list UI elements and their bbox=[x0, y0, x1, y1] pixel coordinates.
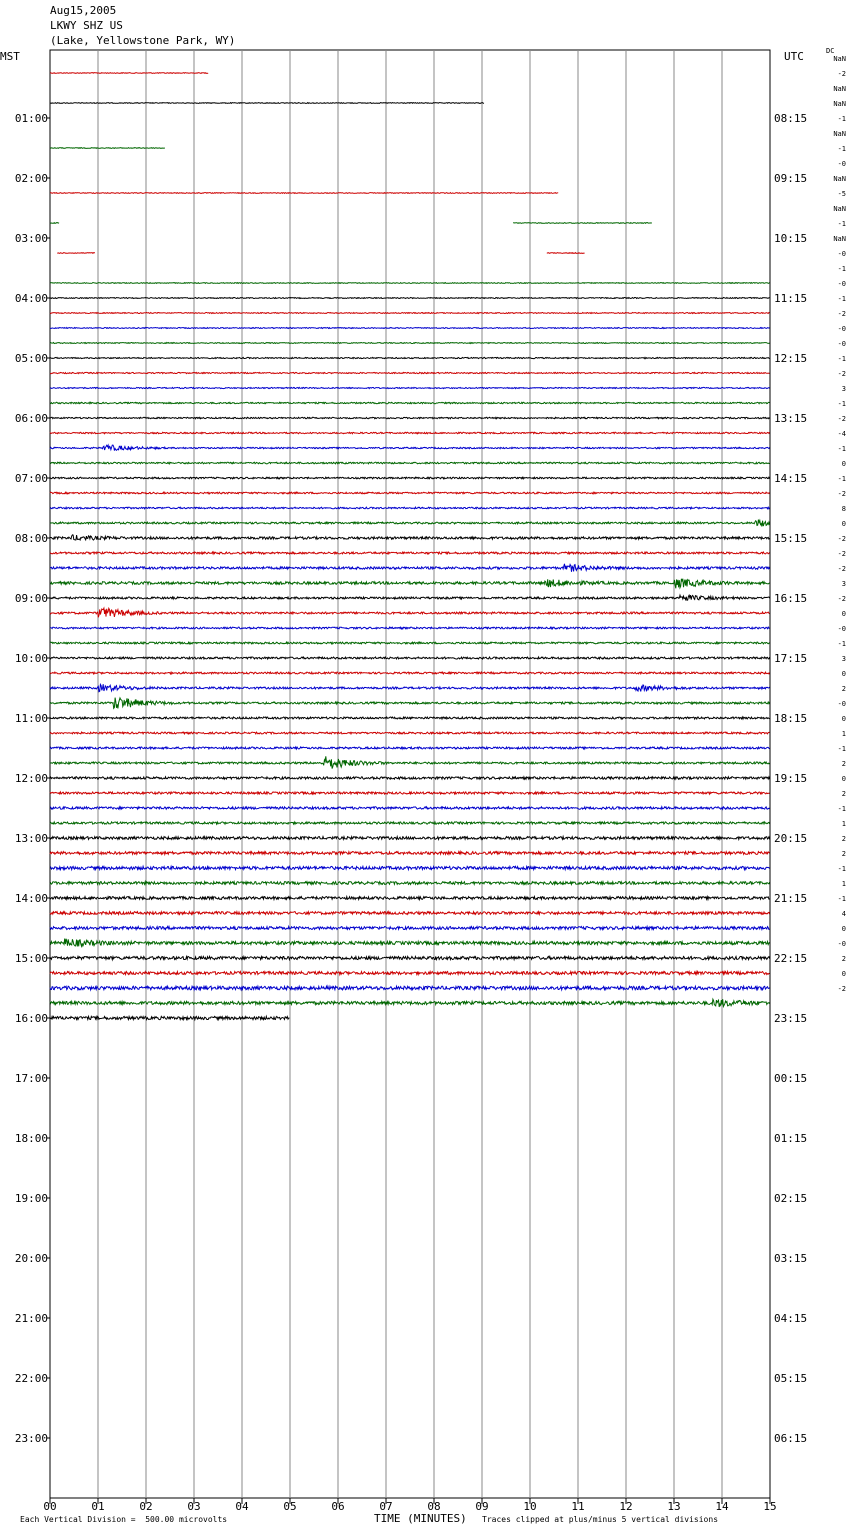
seismic-trace bbox=[50, 684, 770, 692]
seismic-trace bbox=[50, 837, 770, 840]
dc-offset-label: 1 bbox=[841, 880, 846, 888]
dc-offset-label: -1 bbox=[837, 805, 846, 813]
dc-offset-label: -4 bbox=[837, 430, 846, 438]
left-hour-label: 02:00 bbox=[14, 172, 48, 185]
x-tick-label: 11 bbox=[571, 1500, 585, 1513]
x-tick-label: 09 bbox=[475, 1500, 489, 1513]
seismic-trace bbox=[50, 357, 770, 358]
seismic-trace bbox=[50, 343, 770, 344]
dc-offset-label: -0 bbox=[837, 625, 846, 633]
left-hour-label: 20:00 bbox=[14, 1252, 48, 1265]
x-tick-label: 15 bbox=[763, 1500, 777, 1513]
right-hour-label: 13:15 bbox=[774, 412, 808, 425]
left-hour-label: 10:00 bbox=[14, 652, 48, 665]
dc-offset-label: -1 bbox=[837, 445, 846, 453]
seismic-trace bbox=[50, 564, 770, 572]
dc-offset-label: -1 bbox=[837, 295, 846, 303]
seismic-trace bbox=[50, 103, 484, 104]
seismic-trace bbox=[50, 193, 558, 194]
dc-label: DC bbox=[826, 47, 835, 55]
seismic-trace bbox=[50, 520, 770, 527]
dc-offset-label: 3 bbox=[841, 385, 846, 393]
dc-offset-label: -1 bbox=[837, 865, 846, 873]
seismic-trace bbox=[50, 477, 770, 479]
dc-offset-label: NaN bbox=[833, 235, 846, 243]
dc-offset-label: 2 bbox=[841, 760, 846, 768]
right-hour-label: 19:15 bbox=[774, 772, 808, 785]
left-hour-label: 16:00 bbox=[14, 1012, 48, 1025]
dc-offset-label: 2 bbox=[841, 685, 846, 693]
seismic-trace bbox=[50, 927, 770, 930]
dc-offset-label: -2 bbox=[837, 415, 846, 423]
seismic-trace bbox=[50, 552, 770, 554]
seismic-trace bbox=[547, 253, 585, 254]
left-hour-label: 11:00 bbox=[14, 712, 48, 725]
header-location: (Lake, Yellowstone Park, WY) bbox=[50, 34, 236, 47]
dc-offset-label: 3 bbox=[841, 655, 846, 663]
dc-offset-label: 0 bbox=[841, 715, 846, 723]
left-hour-label: 17:00 bbox=[14, 1072, 48, 1085]
right-hour-label: 17:15 bbox=[774, 652, 808, 665]
dc-offset-label: 8 bbox=[841, 505, 846, 513]
dc-offset-label: -1 bbox=[837, 145, 846, 153]
seismic-trace bbox=[50, 732, 770, 734]
seismic-trace bbox=[50, 777, 770, 779]
dc-offset-label: -2 bbox=[837, 310, 846, 318]
right-hour-label: 14:15 bbox=[774, 472, 808, 485]
seismic-trace bbox=[50, 747, 770, 749]
x-tick-label: 13 bbox=[667, 1500, 681, 1513]
seismic-trace bbox=[50, 445, 770, 451]
left-hour-label: 04:00 bbox=[14, 292, 48, 305]
dc-offset-label: -1 bbox=[837, 220, 846, 228]
dc-offset-label: NaN bbox=[833, 205, 846, 213]
right-hour-label: 21:15 bbox=[774, 892, 808, 905]
seismic-trace bbox=[50, 579, 770, 589]
dc-offset-label: 1 bbox=[841, 730, 846, 738]
left-hour-label: 03:00 bbox=[14, 232, 48, 245]
seismic-trace bbox=[50, 492, 770, 494]
x-tick-label: 08 bbox=[427, 1500, 441, 1513]
dc-offset-label: 2 bbox=[841, 790, 846, 798]
plot-frame bbox=[50, 50, 770, 1498]
dc-offset-label: -2 bbox=[837, 70, 846, 78]
x-tick-label: 04 bbox=[235, 1500, 249, 1513]
dc-offset-label: 2 bbox=[841, 850, 846, 858]
dc-offset-label: 0 bbox=[841, 610, 846, 618]
seismic-trace bbox=[50, 986, 770, 990]
dc-offset-label: -1 bbox=[837, 115, 846, 123]
right-hour-label: 23:15 bbox=[774, 1012, 808, 1025]
x-tick-label: 12 bbox=[619, 1500, 633, 1513]
seismic-trace bbox=[50, 999, 770, 1007]
seismic-trace bbox=[50, 283, 770, 284]
dc-offset-label: 3 bbox=[841, 580, 846, 588]
seismic-trace bbox=[50, 807, 770, 809]
x-tick-label: 03 bbox=[187, 1500, 201, 1513]
dc-offset-label: -0 bbox=[837, 160, 846, 168]
dc-offset-label: NaN bbox=[833, 130, 846, 138]
dc-offset-label: 0 bbox=[841, 670, 846, 678]
dc-offset-label: -1 bbox=[837, 400, 846, 408]
seismic-trace bbox=[50, 223, 59, 224]
right-hour-label: 02:15 bbox=[774, 1192, 808, 1205]
right-hour-label: 18:15 bbox=[774, 712, 808, 725]
dc-offset-label: NaN bbox=[833, 85, 846, 93]
right-hour-label: 12:15 bbox=[774, 352, 808, 365]
seismic-trace bbox=[50, 956, 770, 959]
seismic-trace bbox=[50, 387, 770, 388]
right-hour-label: 01:15 bbox=[774, 1132, 808, 1145]
seismic-trace bbox=[50, 608, 770, 617]
x-tick-label: 07 bbox=[379, 1500, 393, 1513]
dc-offset-label: -1 bbox=[837, 895, 846, 903]
dc-offset-label: -1 bbox=[837, 265, 846, 273]
left-hour-label: 09:00 bbox=[14, 592, 48, 605]
left-hour-label: 06:00 bbox=[14, 412, 48, 425]
seismic-trace bbox=[50, 462, 770, 464]
dc-offset-label: 2 bbox=[841, 835, 846, 843]
right-timezone-label: UTC bbox=[784, 50, 804, 63]
right-hour-label: 11:15 bbox=[774, 292, 808, 305]
dc-offset-label: -0 bbox=[837, 340, 846, 348]
left-hour-label: 13:00 bbox=[14, 832, 48, 845]
seismic-trace bbox=[50, 1016, 289, 1019]
dc-offset-label: -1 bbox=[837, 745, 846, 753]
dc-offset-label: -2 bbox=[837, 985, 846, 993]
dc-offset-label: 2 bbox=[841, 955, 846, 963]
dc-offset-label: -2 bbox=[837, 565, 846, 573]
x-tick-label: 10 bbox=[523, 1500, 537, 1513]
dc-offset-label: -1 bbox=[837, 355, 846, 363]
seismic-trace bbox=[50, 972, 770, 975]
left-hour-label: 07:00 bbox=[14, 472, 48, 485]
left-hour-label: 22:00 bbox=[14, 1372, 48, 1385]
dc-offset-label: -2 bbox=[837, 550, 846, 558]
seismic-trace bbox=[50, 822, 770, 824]
x-tick-label: 05 bbox=[283, 1500, 297, 1513]
left-hour-label: 01:00 bbox=[14, 112, 48, 125]
seismic-trace bbox=[50, 148, 165, 149]
dc-offset-label: -1 bbox=[837, 475, 846, 483]
left-hour-label: 12:00 bbox=[14, 772, 48, 785]
seismic-trace bbox=[50, 642, 770, 644]
dc-offset-label: -0 bbox=[837, 700, 846, 708]
left-hour-label: 18:00 bbox=[14, 1132, 48, 1145]
dc-offset-label: 0 bbox=[841, 775, 846, 783]
seismic-trace bbox=[50, 328, 770, 329]
x-tick-label: 02 bbox=[139, 1500, 153, 1513]
seismic-trace bbox=[50, 866, 770, 869]
left-hour-label: 19:00 bbox=[14, 1192, 48, 1205]
seismic-trace bbox=[50, 756, 770, 768]
seismic-trace bbox=[50, 402, 770, 403]
x-tick-label: 01 bbox=[91, 1500, 105, 1513]
seismic-trace bbox=[50, 432, 770, 433]
seismic-trace bbox=[513, 223, 652, 224]
dc-offset-label: 1 bbox=[841, 820, 846, 828]
left-hour-label: 21:00 bbox=[14, 1312, 48, 1325]
dc-offset-label: -0 bbox=[837, 325, 846, 333]
left-hour-label: 08:00 bbox=[14, 532, 48, 545]
seismic-trace bbox=[50, 535, 770, 540]
right-hour-label: 04:15 bbox=[774, 1312, 808, 1325]
x-tick-label: 06 bbox=[331, 1500, 345, 1513]
right-hour-label: 09:15 bbox=[774, 172, 808, 185]
dc-offset-label: 0 bbox=[841, 925, 846, 933]
dc-offset-label: 0 bbox=[841, 460, 846, 468]
dc-offset-label: -1 bbox=[837, 640, 846, 648]
x-tick-label: 00 bbox=[43, 1500, 57, 1513]
seismic-trace bbox=[50, 657, 770, 659]
division-note: Each Vertical Division = 500.00 microvolts bbox=[20, 1515, 228, 1524]
header-date: Aug15,2005 bbox=[50, 4, 117, 17]
seismic-trace bbox=[50, 672, 770, 674]
seismic-trace bbox=[50, 298, 770, 299]
seismic-trace bbox=[50, 417, 770, 418]
seismic-trace bbox=[57, 253, 95, 254]
seismic-trace bbox=[50, 792, 770, 794]
dc-offset-label: 0 bbox=[841, 970, 846, 978]
right-hour-label: 03:15 bbox=[774, 1252, 808, 1265]
left-hour-label: 23:00 bbox=[14, 1432, 48, 1445]
right-hour-label: 15:15 bbox=[774, 532, 808, 545]
dc-offset-label: -0 bbox=[837, 280, 846, 288]
seismic-trace bbox=[50, 852, 770, 855]
dc-offset-label: -2 bbox=[837, 535, 846, 543]
seismic-trace bbox=[50, 372, 770, 373]
dc-offset-label: NaN bbox=[833, 175, 846, 183]
right-hour-label: 16:15 bbox=[774, 592, 808, 605]
left-timezone-label: MST bbox=[0, 50, 20, 63]
dc-offset-label: -0 bbox=[837, 940, 846, 948]
seismic-trace bbox=[50, 882, 770, 885]
right-hour-label: 10:15 bbox=[774, 232, 808, 245]
x-axis-title: TIME (MINUTES) bbox=[374, 1512, 467, 1525]
dc-offset-label: NaN bbox=[833, 55, 846, 63]
right-hour-label: 20:15 bbox=[774, 832, 808, 845]
seismic-trace bbox=[50, 595, 770, 600]
clip-note: Traces clipped at plus/minus 5 vertical divisions bbox=[482, 1515, 719, 1524]
left-hour-label: 15:00 bbox=[14, 952, 48, 965]
seismic-trace bbox=[50, 897, 770, 900]
right-hour-label: 08:15 bbox=[774, 112, 808, 125]
left-hour-label: 05:00 bbox=[14, 352, 48, 365]
seismic-trace bbox=[50, 912, 770, 915]
right-hour-label: 22:15 bbox=[774, 952, 808, 965]
right-hour-label: 05:15 bbox=[774, 1372, 808, 1385]
dc-offset-label: 4 bbox=[841, 910, 846, 918]
right-hour-label: 00:15 bbox=[774, 1072, 808, 1085]
header-station: LKWY SHZ US bbox=[50, 19, 123, 32]
right-hour-label: 06:15 bbox=[774, 1432, 808, 1445]
dc-offset-label: 0 bbox=[841, 520, 846, 528]
left-hour-label: 14:00 bbox=[14, 892, 48, 905]
x-tick-label: 14 bbox=[715, 1500, 729, 1513]
seismic-trace bbox=[50, 717, 770, 719]
seismic-trace bbox=[50, 698, 770, 709]
dc-offset-label: -0 bbox=[837, 250, 846, 258]
dc-offset-label: -5 bbox=[837, 190, 846, 198]
seismic-trace bbox=[50, 507, 770, 509]
seismic-trace bbox=[50, 313, 770, 314]
seismic-trace bbox=[50, 939, 770, 947]
dc-offset-label: -2 bbox=[837, 370, 846, 378]
seismic-trace bbox=[50, 73, 208, 74]
dc-offset-label: NaN bbox=[833, 100, 846, 108]
seismic-trace bbox=[50, 627, 770, 629]
dc-offset-label: -2 bbox=[837, 490, 846, 498]
dc-offset-label: -2 bbox=[837, 595, 846, 603]
